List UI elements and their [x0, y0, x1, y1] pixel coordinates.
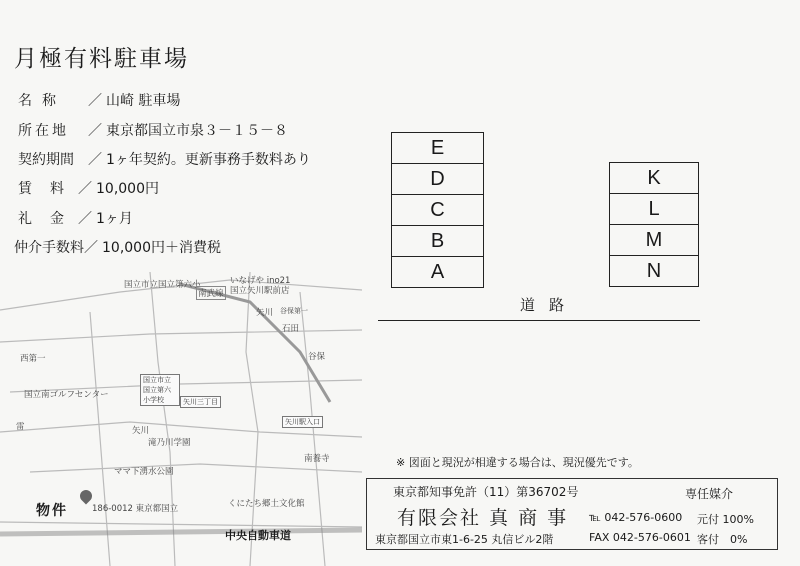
property-label: 物件 [36, 503, 68, 519]
broker-info [366, 478, 778, 550]
info-value: 山崎 駐車場 [106, 93, 181, 109]
broker-fax: FAX 042-576-0601 [589, 531, 691, 544]
info-label: 名称 [18, 93, 66, 109]
info-row-term: 契約期間 ／ 1ヶ年契約。更新事務手数料あり [18, 149, 311, 169]
map-label: 矢川 [256, 308, 274, 318]
map-label: 南武線 [196, 286, 226, 300]
map-label: 谷保 [308, 352, 326, 362]
map-label: 雷 [16, 422, 25, 432]
info-row-key-money: 礼金／ 1ヶ月 [18, 208, 133, 228]
broker-kyakuzuke: 客付 0% [697, 533, 748, 546]
road-line [378, 320, 700, 321]
map-label: 国立市立国立第六小 [124, 280, 201, 290]
info-label: 賃料 [18, 181, 82, 197]
space-k: K [610, 163, 698, 194]
space-l: L [610, 194, 698, 225]
broker-role: 専任媒介 [685, 487, 734, 501]
parking-block-left [391, 132, 484, 288]
phone-icon: ℡ [589, 511, 601, 524]
info-row-rent: 賃料／ 10,000円 [18, 178, 159, 198]
info-label: 契約期間 [18, 152, 74, 168]
info-value: 10,000円＋消費税 [102, 240, 221, 256]
info-row-fee: 仲介手数料／ 10,000円＋消費税 [14, 237, 221, 257]
road-label: 道路 [520, 296, 579, 314]
space-n: N [646, 260, 662, 282]
broker-address: 東京都国立市東1-6-25 丸信ビル2階 [375, 533, 554, 546]
map-label: 矢川三丁目 [180, 396, 221, 408]
highway-label: 中央自動車道 [225, 529, 291, 542]
map-label: 南養寺 [304, 454, 330, 464]
broker-tel: ℡ 042-576-0600 [589, 511, 683, 524]
map-label: 滝乃川学園 [148, 438, 191, 448]
info-label: 礼金 [18, 211, 82, 227]
property-address: 186-0012 東京都国立 [92, 504, 179, 514]
info-label: 所在地 [18, 123, 69, 139]
info-row-address: 所在地 ／ 東京都国立市泉３－１５－８ [18, 120, 288, 140]
map-label: 矢川 [132, 426, 150, 436]
map-label: いなげや ino21 国立矢川駅前店 [230, 276, 291, 296]
space-a: A [430, 261, 445, 283]
map-label: 国立南ゴルフセンター [24, 390, 109, 400]
space-b: B [392, 226, 483, 257]
space-d: D [392, 164, 483, 195]
broker-motozuke: 元付 100% [697, 513, 754, 526]
map-label: 谷保第一 [280, 307, 308, 315]
map-label: ママ下湧水公園 [114, 467, 174, 477]
broker-license: 東京都知事免許（11）第36702号 [393, 485, 579, 499]
map-label: くにたち郷土文化館 [228, 499, 305, 509]
location-map [0, 272, 362, 566]
info-label: 仲介手数料 [14, 240, 84, 256]
parking-block-right [609, 162, 699, 287]
space-e: E [392, 133, 483, 164]
info-value: 1ヶ年契約。更新事務手数料あり [106, 152, 311, 168]
map-label: 石田 [282, 324, 300, 334]
info-row-name: 名称 ／ 山崎 駐車場 [18, 90, 180, 110]
info-value: 10,000円 [96, 181, 159, 197]
map-label: 国立市立国立第六小学校 [140, 374, 180, 406]
space-m: M [610, 225, 698, 256]
page-title: 月極有料駐車場 [14, 46, 189, 72]
info-value: 東京都国立市泉３－１５－８ [106, 123, 288, 139]
map-label: 矢川駅入口 [282, 416, 323, 428]
info-value: 1ヶ月 [96, 211, 133, 227]
broker-name: 有限会社 真 商 事 [397, 507, 569, 529]
map-label: 西第一 [20, 354, 46, 364]
space-c: C [392, 195, 483, 226]
disclaimer-note: ※ 図面と現況が相違する場合は、現況優先です。 [396, 456, 639, 469]
